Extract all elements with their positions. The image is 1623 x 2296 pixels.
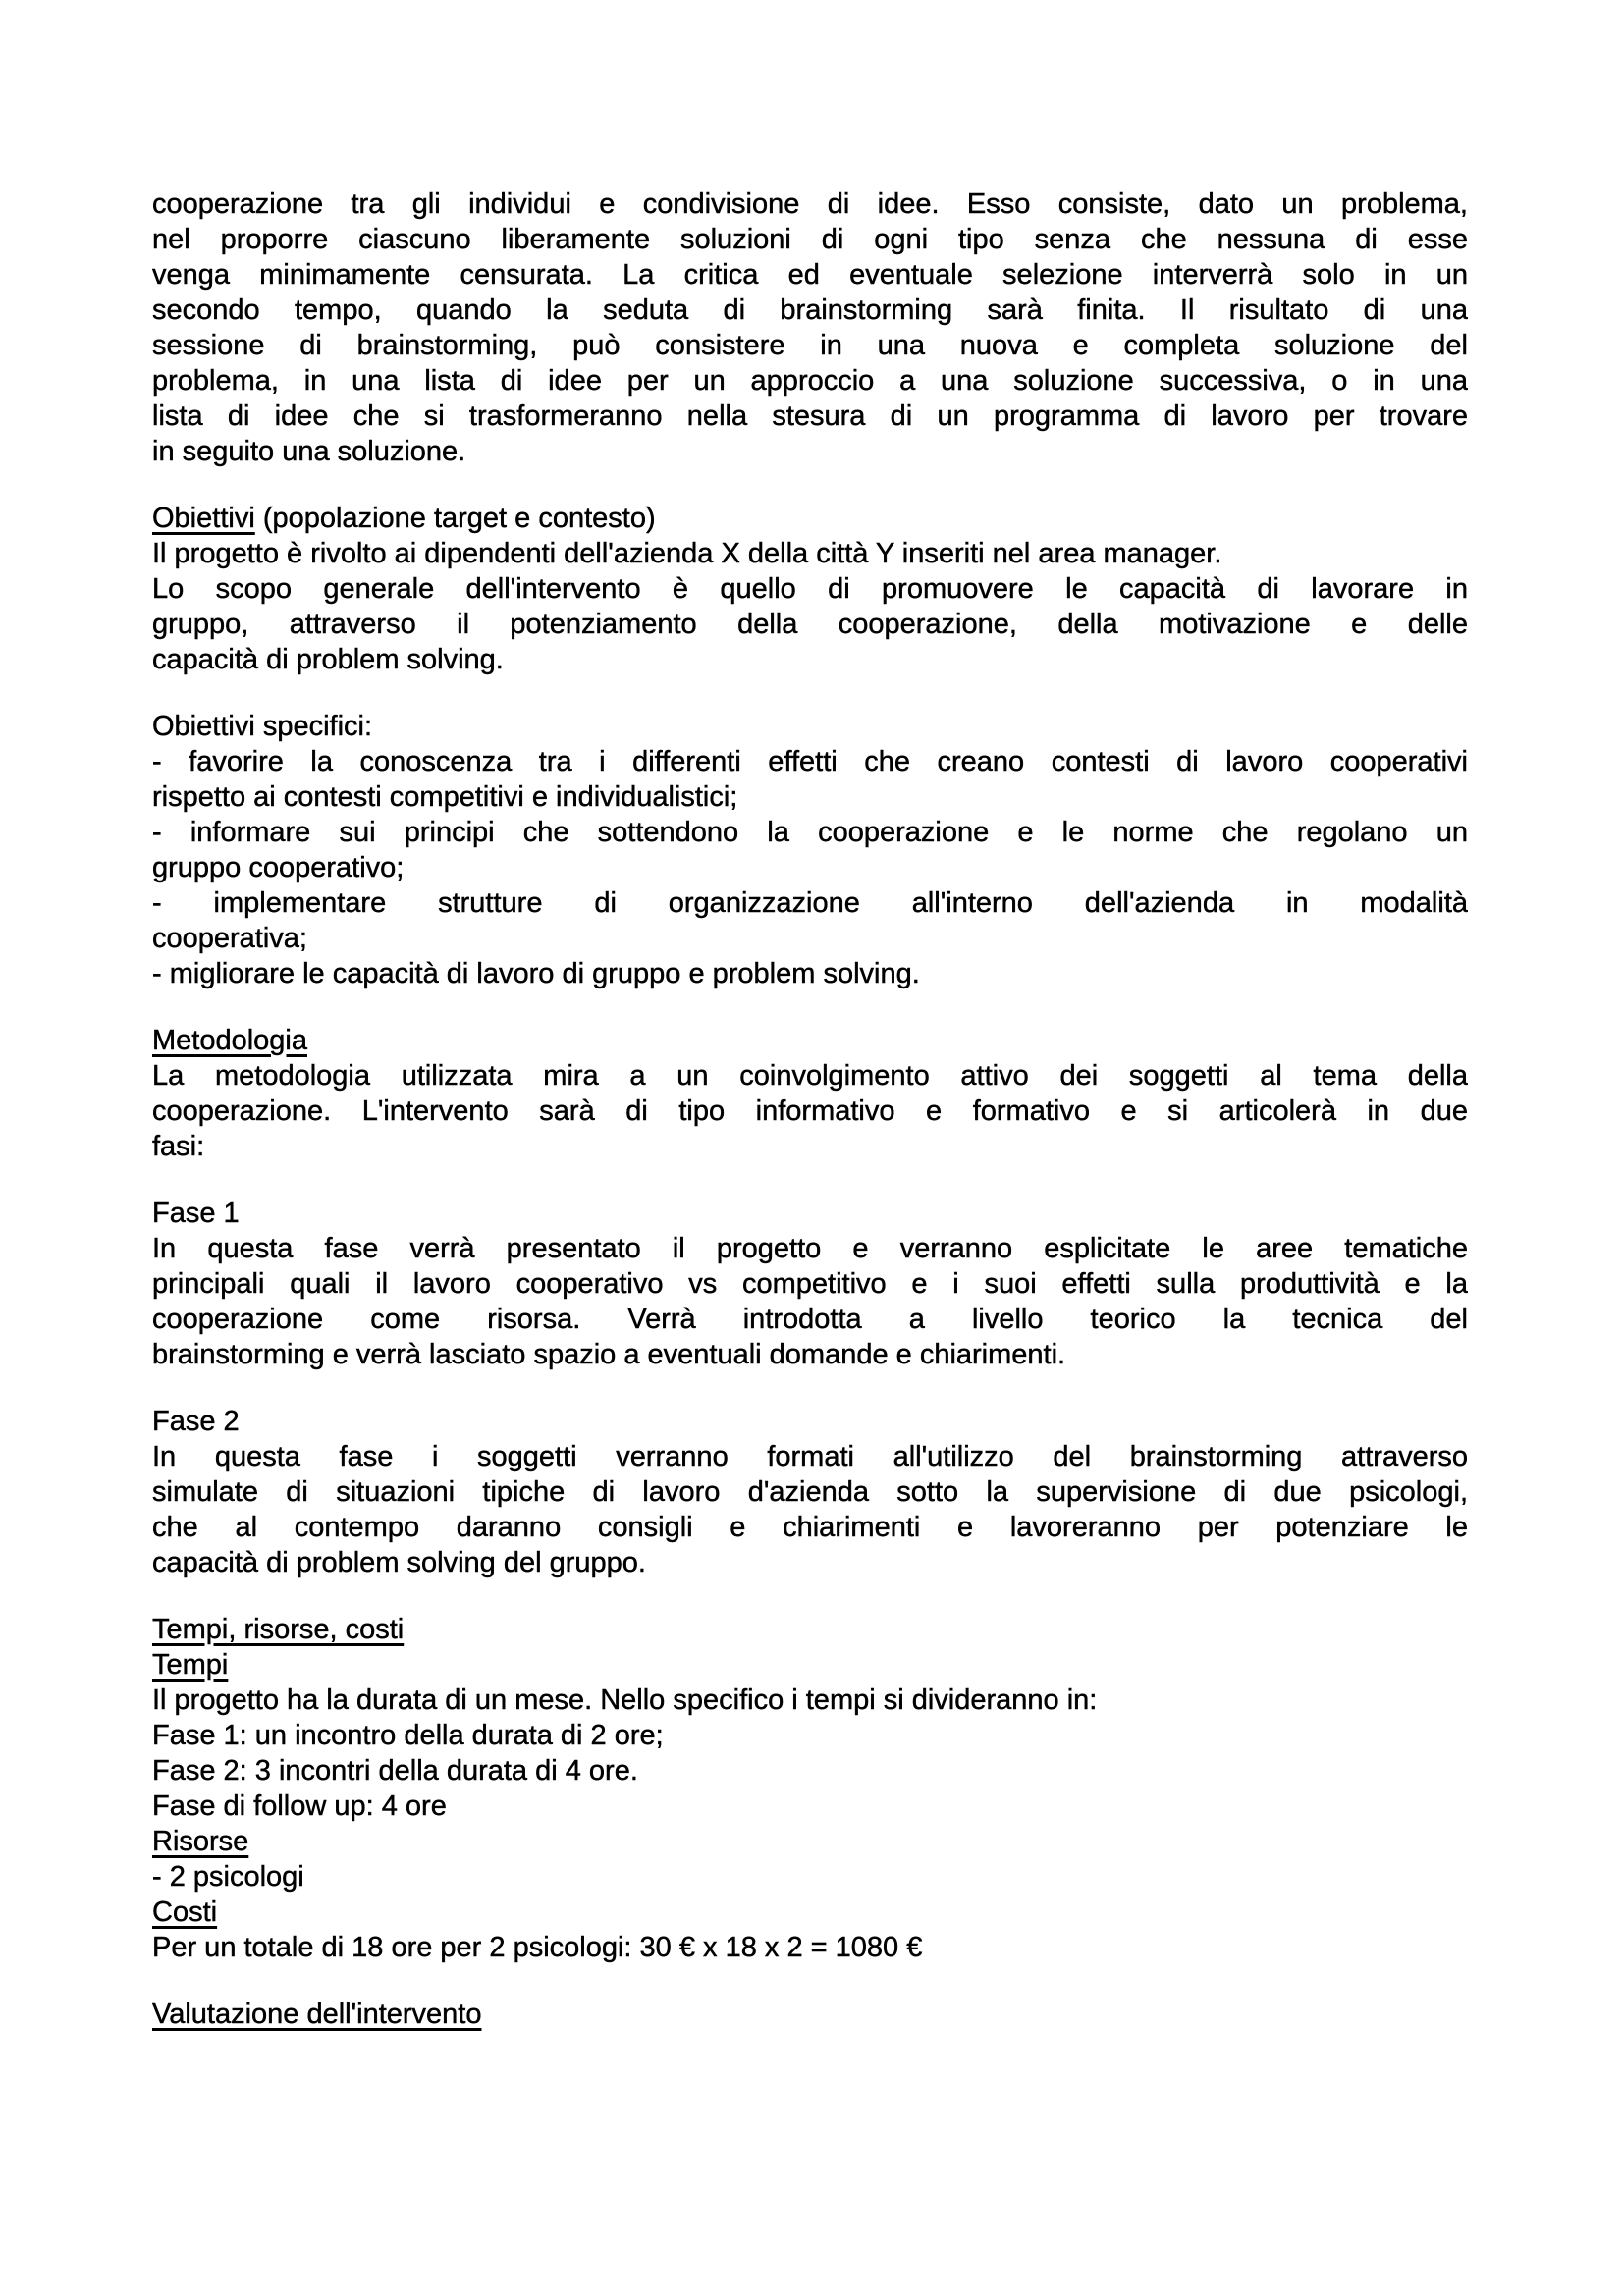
- heading-line: [152, 1647, 1468, 1682]
- text-line: simulate di situazioni tipiche di lavoro d'azienda sotto la supervisione di due psicologi,: [152, 1476, 1468, 1508]
- text-line: principali quali il lavoro cooperativo vs competitivo e i suoi effetti sulla produttività e la: [152, 1268, 1468, 1300]
- text-line: In questa fase i soggetti verranno formati all'utilizzo del brainstorming attraverso: [152, 1441, 1468, 1472]
- heading-line: [152, 501, 1468, 536]
- text-line: lista di idee che si trasformeranno nella stesura di un programma di lavoro per trovare: [152, 400, 1468, 432]
- text-line: Per un totale di 18 ore per 2 psicologi: 30 € x 18 x 2 = 1080 €: [152, 1932, 923, 1963]
- spacer: [152, 1580, 1468, 1612]
- text-line: - migliorare le capacità di lavoro di gruppo e problem solving.: [152, 958, 920, 989]
- heading-underlined-text: Risorse: [152, 1826, 249, 1857]
- text-line: cooperazione. L'intervento sarà di tipo informativo e formativo e si articolerà in due: [152, 1095, 1468, 1127]
- paragraph: [152, 1439, 1468, 1580]
- heading-text: (popolazione target e contesto): [254, 503, 656, 534]
- paragraph: [152, 1753, 1468, 1789]
- text-line: rispetto ai contesti competitivi e individualistici;: [152, 781, 738, 813]
- text-line: fasi:: [152, 1131, 205, 1162]
- heading-underlined-text: Tempi: [152, 1649, 229, 1681]
- paragraph: [152, 744, 1468, 815]
- text-line: che al contempo daranno consigli e chiarimenti e lavoreranno per potenziare le: [152, 1512, 1468, 1543]
- spacer: [152, 1164, 1468, 1196]
- text-line: - implementare strutture di organizzazione all'interno dell'azienda in modalità: [152, 887, 1468, 919]
- text-line: In questa fase verrà presentato il progetto e verranno esplicitate le aree tematiche: [152, 1233, 1468, 1264]
- paragraph: [152, 1682, 1468, 1718]
- text-line: problema, in una lista di idee per un approccio a una soluzione successiva, o in una: [152, 365, 1468, 397]
- paragraph: [152, 1859, 1468, 1895]
- text-line: - informare sui principi che sottendono la cooperazione e le norme che regolano un: [152, 817, 1468, 848]
- text-line: Fase 2: [152, 1406, 240, 1437]
- paragraph: [152, 1231, 1468, 1372]
- heading-underlined-text: Obiettivi: [152, 503, 255, 534]
- heading-underlined-text: Metodologia: [152, 1025, 307, 1056]
- spacer: [152, 1372, 1468, 1404]
- text-line: in seguito una soluzione.: [152, 436, 466, 467]
- text-line: Fase di follow up: 4 ore: [152, 1790, 447, 1822]
- text-line: Fase 1: [152, 1198, 240, 1229]
- text-line: nel proporre ciascuno liberamente soluzioni di ogni tipo senza che nessuna di esse: [152, 224, 1468, 255]
- paragraph: [152, 571, 1468, 677]
- paragraph: [152, 709, 1468, 744]
- text-line: La metodologia utilizzata mira a un coinvolgimento attivo dei soggetti al tema della: [152, 1060, 1468, 1092]
- text-line: Il progetto è rivolto ai dipendenti dell'azienda X della città Y inseriti nel area manager.: [152, 538, 1222, 569]
- paragraph: [152, 956, 1468, 991]
- text-line: capacità di problem solving del gruppo.: [152, 1547, 646, 1578]
- paragraph: [152, 1196, 1468, 1231]
- text-line: cooperativa;: [152, 923, 307, 954]
- paragraph: [152, 1404, 1468, 1439]
- page-content: [152, 187, 1468, 2032]
- text-line: Fase 2: 3 incontri della durata di 4 ore.: [152, 1755, 638, 1787]
- text-line: Obiettivi specifici:: [152, 711, 373, 742]
- text-line: sessione di brainstorming, può consistere in una nuova e completa soluzione del: [152, 330, 1468, 361]
- text-line: cooperazione tra gli individui e condivisione di idee. Esso consiste, dato un problema,: [152, 188, 1468, 220]
- heading-line: [152, 1997, 1468, 2032]
- text-line: - 2 psicologi: [152, 1861, 304, 1893]
- paragraph: [152, 536, 1468, 571]
- text-line: capacità di problem solving.: [152, 644, 504, 675]
- paragraph: [152, 815, 1468, 885]
- heading-underlined-text: Costi: [152, 1896, 218, 1928]
- heading-line: [152, 1824, 1468, 1859]
- text-line: Lo scopo generale dell'intervento è quello di promuovere le capacità di lavorare in: [152, 573, 1468, 605]
- paragraph: [152, 1718, 1468, 1753]
- paragraph: [152, 1058, 1468, 1164]
- text-line: Il progetto ha la durata di un mese. Nello specifico i tempi si divideranno in:: [152, 1684, 1098, 1716]
- spacer: [152, 677, 1468, 709]
- heading-line: [152, 1612, 1468, 1647]
- text-line: gruppo cooperativo;: [152, 852, 405, 883]
- paragraph: [152, 885, 1468, 956]
- text-line: gruppo, attraverso il potenziamento della cooperazione, della motivazione e delle: [152, 609, 1468, 640]
- paragraph: [152, 1930, 1468, 1965]
- paragraph: [152, 187, 1468, 469]
- heading-underlined-text: Tempi, risorse, costi: [152, 1614, 405, 1645]
- spacer: [152, 469, 1468, 501]
- text-line: secondo tempo, quando la seduta di brainstorming sarà finita. Il risultato di una: [152, 294, 1468, 326]
- text-line: - favorire la conoscenza tra i differenti effetti che creano contesti di lavoro cooperativi: [152, 746, 1468, 777]
- heading-underlined-text: Valutazione dell'intervento: [152, 1999, 482, 2030]
- heading-line: [152, 1023, 1468, 1058]
- paragraph: [152, 1789, 1468, 1824]
- spacer: [152, 1965, 1468, 1997]
- heading-line: [152, 1895, 1468, 1930]
- text-line: venga minimamente censurata. La critica ed eventuale selezione interverrà solo in un: [152, 259, 1468, 291]
- text-line: Fase 1: un incontro della durata di 2 ore;: [152, 1720, 664, 1751]
- text-line: brainstorming e verrà lasciato spazio a eventuali domande e chiarimenti.: [152, 1339, 1066, 1370]
- spacer: [152, 991, 1468, 1023]
- text-line: cooperazione come risorsa. Verrà introdotta a livello teorico la tecnica del: [152, 1304, 1468, 1335]
